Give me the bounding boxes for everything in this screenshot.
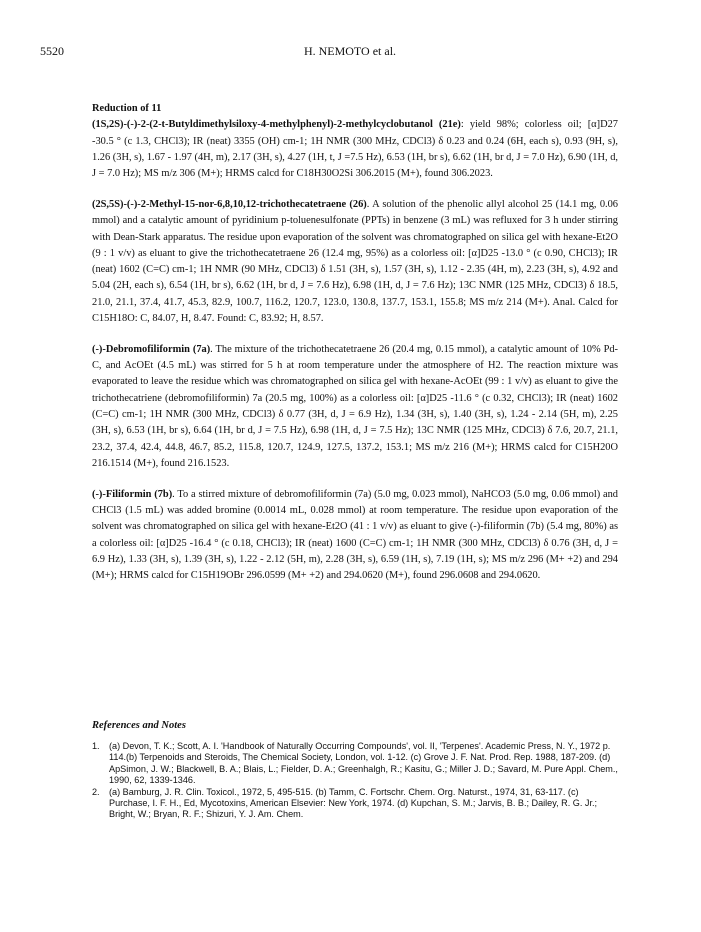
page-header (40, 44, 660, 60)
section-text: . A solution of the phenolic allyl alcohol 25 (14.1 mg, 0.06 mmol) and a catalytic amount of pyridinium p-toluenesulfonate (PPTs) in benzene (3 mL) was refluxed for 3 h under stirring with Dean-Stark apparatus. The residue upon evaporation of the solvent was chromatographed on silica gel with hexane-Et2O (9 : 1 v/v) as eluant to give the trichothecatetraene 26 (12.4 mg, 95%) as a colorless oil: [α]D25 -13.0 ° (c 0.90, CHCl3); IR (neat) 1602 (C=C) cm-1; 1H NMR (90 MHz, CDCl3) δ 1.51 (3H, s), 1.57 (3H, s), 1.12 - 2.35 (4H, m), 2.23 (3H, s), 4.92 and 5.04 (2H, each s), 6.54 (1H, br s), 6.62 (1H, br d, J = 7.6 Hz), 6.98 (1H, d, J = 7.6 Hz); 13C NMR (125 MHz, CDCl3) δ 18.5, 21.0, 21.1, 37.4, 41.7, 45.3, 82.9, 100.7, 116.2, 120.7, 123.0, 130.8, 137.7, 153.1, 155.8; MS m/z 214 (M+). Anal. Calcd for C15H18O: C, 84.07, H, 8.47. Found: C, 83.92; H, 8.57. (92, 198, 618, 325)
section-heading: (-)-Debromofiliformin (7a) (92, 343, 211, 355)
section-heading: (1S,2S)-(-)-2-(2-t-Butyldimethylsiloxy-4-methylphenyl)-2-methylcyclobutanol (21e) (92, 119, 461, 131)
reference-text: (a) Bamburg, J. R. Clin. Toxicol., 1972, 5, 495-515. (b) Tamm, C. Fortschr. Chem. Org. Naturst., 1974, 31, 63-117. (c) Purchase, I. F. H., Ed, Mycotoxins, American Elsevier: New York, 1974. (d) Kupchan, S. M.; Jarvis, B. B.; Dailey, R. G. Jr.; Bright, W.; Bryan, R. F.; Shizuri, Y. J. Am. Chem. (109, 787, 598, 820)
section-text: . The mixture of the trichothecatetraene 26 (20.4 mg, 0.15 mmol), a catalytic amount of 10% Pd-C, and AcOEt (4.5 mL) was stirred for 5 h at room temperature under the atmosphere of H2. The reaction mixture was evaporated to leave the residue which was chromatographed on silica gel with hexane-AcOEt (99 : 1 v/v) as eluant to give the trichothecatriene (debromofiliformin) 7a (20.5 mg, 100%) as a colorless oil: [α]D25 -11.6 ° (c 0.32, CHCl3); IR (neat) 1602 (C=C) cm-1; 1H NMR (300 MHz, CDCl3) δ 0.77 (3H, d, J = 6.9 Hz), 1.34 (3H, s), 1.40 (3H, s), 1.24 - 2.14 (5H, m), 2.25 (3H, s), 6.53 (1H, br s), 6.64 (1H, br d, J = 7.5 Hz), 6.98 (1H, d, J = 7.5 Hz); 13C NMR (125 MHz, CDCl3) δ 7.6, 20.7, 21.1, 23.2, 37.4, 42.4, 44.8, 46.7, 85.2, 115.8, 120.7, 124.9, 127.5, 137.2, 153.1; MS m/z 216 (M+); HRMS calcd for C15H20O 216.1514 (M+), found 216.1523. (92, 343, 618, 469)
page-number: 5520 (40, 44, 64, 58)
reference-number: 2. (92, 787, 100, 798)
reference-number: 1. (92, 741, 100, 752)
section-compound-21e (92, 117, 618, 182)
section-heading: (-)-Filiformin (7b) (92, 488, 173, 500)
section-compound-7b (92, 487, 618, 585)
reference-item (92, 787, 618, 821)
running-head: H. NEMOTO et al. (303, 44, 397, 58)
section-text: . To a stirred mixture of debromofiliformin (7a) (5.0 mg, 0.023 mmol), NaHCO3 (5.0 mg, 0.06 mmol) and CHCl3 (1.5 mL) was added bromine (0.0014 mL, 0.028 mmol) at room temperature. The residue upon evaporation of the solvent was chromatographed on silica gel with hexane-Et2O (41 : 1 v/v) as eluant to give (-)-filiformin (7b) (5.4 mg, 80%) as a colorless oil: [α]D25 -16.4 ° (c 0.18, CHCl3); IR (neat) 1600 (C=C) cm-1; 1H NMR (300 MHz, CDCl3) δ 0.76 (3H, d, J = 6.9 Hz), 1.33 (3H, s), 1.39 (3H, s), 1.22 - 2.12 (5H, m), 2.28 (3H, s), 6.59 (1H, s), 7.19 (1H, s); MS m/z 296 (M+ +2) and 294 (M+); HRMS calcd for C15H19OBr 296.0599 (M+ +2) and 294.0620 (M+), found 296.0608 and 294.0620. (92, 488, 618, 582)
references-section (92, 720, 618, 822)
section-heading: Reduction of 11 (92, 103, 162, 114)
section-heading: (2S,5S)-(-)-2-Methyl-15-nor-6,8,10,12-trichothecatetraene (26) (92, 198, 367, 210)
section-reduction-heading (92, 101, 618, 117)
section-text: : yield 98%; colorless oil; [α]D27 -30.5 ° (c 1.3, CHCl3); IR (neat) 3355 (OH) cm-1; 1H NMR (300 MHz, CDCl3) δ 0.23 and 0.24 (6H, each s), 0.93 (9H, s), 1.26 (3H, s), 1.67 - 1.97 (4H, m), 2.17 (3H, s), 4.27 (1H, t, J =7.5 Hz), 6.53 (1H, br s), 6.62 (1H, br d, J = 7.0 Hz), 6.90 (1H, d, J = 7.0 Hz); MS m/z 306 (M+); HRMS calcd for C18H30O2Si 306.2015 (M+), found 306.2023. (92, 119, 618, 180)
reference-item (92, 741, 618, 786)
references-title: References and Notes (92, 720, 186, 731)
section-compound-26 (92, 197, 618, 327)
reference-text: (a) Devon, T. K.; Scott, A. I. 'Handbook of Naturally Occurring Compounds', vol. II, 'Terpenes'. Academic Press, N. Y., 1972 p. 114.(b) Terpenoids and Steroids, The Chemical Society, London, vol. 1-12. (c) Grove J. F. Nat. Prod. Rep. 1988, 187-209. (d) ApSimon, J. W.; Blackwell, B. A.; Blais, L.; Fielder, D. A.; Greenhalgh, R.; Kasitu, G.; Miller J. D.; Savard, M. Pure Appl. Chem., 1990, 62, 1339-1346. (109, 741, 618, 785)
section-compound-7a (92, 342, 618, 472)
experimental-body (92, 101, 618, 599)
